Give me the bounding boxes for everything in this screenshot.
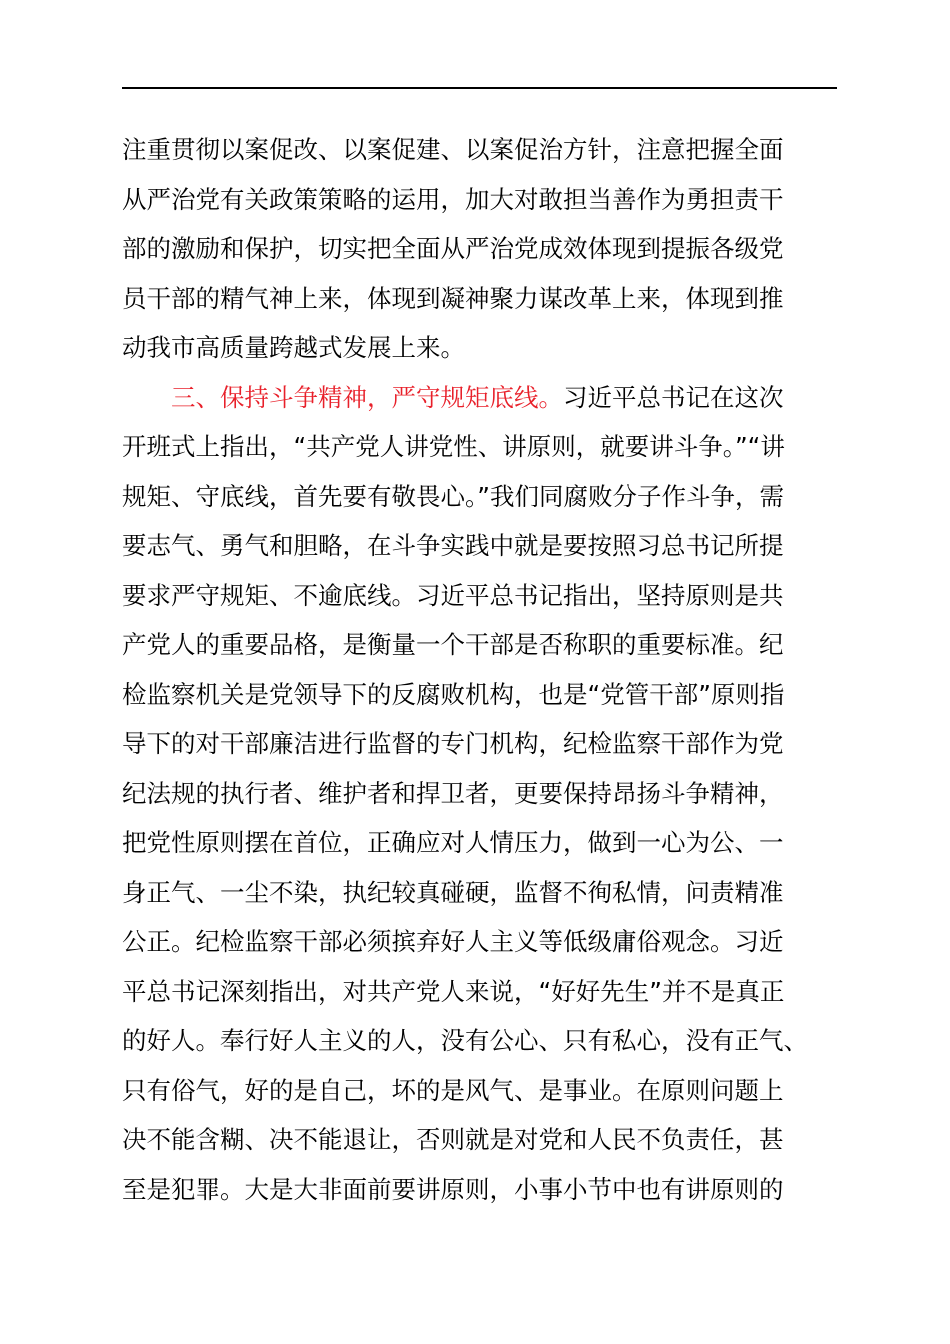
body-line: 动我市高质量跨越式发展上来。 xyxy=(122,333,465,362)
section-3-first-line-text: 习近平总书记在这次 xyxy=(563,382,784,412)
body-line: 检监察机关是党领导下的反腐败机构，也是“党管干部”原则指 xyxy=(122,679,785,709)
document-body xyxy=(122,125,837,1214)
body-line: 的好人。奉行好人主义的人，没有公心、只有私心，没有正气、 xyxy=(122,1026,808,1055)
body-line: 平总书记深刻指出，对共产党人来说，“好好先生”并不是真正 xyxy=(122,976,785,1006)
body-line: 要志气、勇气和胆略，在斗争实践中就是要按照习总书记所提 xyxy=(122,531,784,560)
body-line: 规矩、守底线，首先要有敬畏心。”我们同腐败分子作斗争，需 xyxy=(122,481,784,511)
body-line: 纪法规的执行者、维护者和捍卫者，更要保持昂扬斗争精神， xyxy=(122,778,784,808)
body-line: 把党性原则摆在首位，正确应对人情压力，做到一心为公、一 xyxy=(122,828,784,857)
body-line: 身正气、一尘不染，执纪较真碰硬，监督不徇私情，问责精准 xyxy=(122,877,784,907)
section-3-first-line xyxy=(122,373,837,423)
body-line: 公正。纪检监察干部必须摈弃好人主义等低级庸俗观念。习近 xyxy=(122,927,784,956)
body-line: 部的激励和保护，切实把全面从严治党成效体现到提振各级党 xyxy=(122,234,784,263)
body-line: 注重贯彻以案促改、以案促建、以案促治方针，注意把握全面 xyxy=(122,135,784,164)
body-line: 要求严守规矩、不逾底线。习近平总书记指出，坚持原则是共 xyxy=(122,580,784,610)
body-line: 开班式上指出，“共产党人讲党性、讲原则，就要讲斗争。”“讲 xyxy=(122,432,785,461)
section-3-heading: 三、保持斗争精神，严守规矩底线。 xyxy=(171,382,563,412)
body-line: 只有俗气，好的是自己，坏的是风气、是事业。在原则问题上 xyxy=(122,1075,784,1105)
body-line: 从严治党有关政策策略的运用，加大对敢担当善作为勇担责干 xyxy=(122,184,784,214)
body-line: 员干部的精气神上来，体现到凝神聚力谋改革上来，体现到推 xyxy=(122,283,784,313)
body-line: 导下的对干部廉洁进行监督的专门机构，纪检监察干部作为党 xyxy=(122,729,784,758)
body-line: 产党人的重要品格，是衡量一个干部是否称职的重要标准。纪 xyxy=(122,630,784,659)
body-line: 至是犯罪。大是大非面前要讲原则，小事小节中也有讲原则的 xyxy=(122,1174,784,1204)
body-line: 决不能含糊、决不能退让，否则就是对党和人民不负责任，甚 xyxy=(122,1125,784,1154)
header-rule xyxy=(122,87,837,89)
